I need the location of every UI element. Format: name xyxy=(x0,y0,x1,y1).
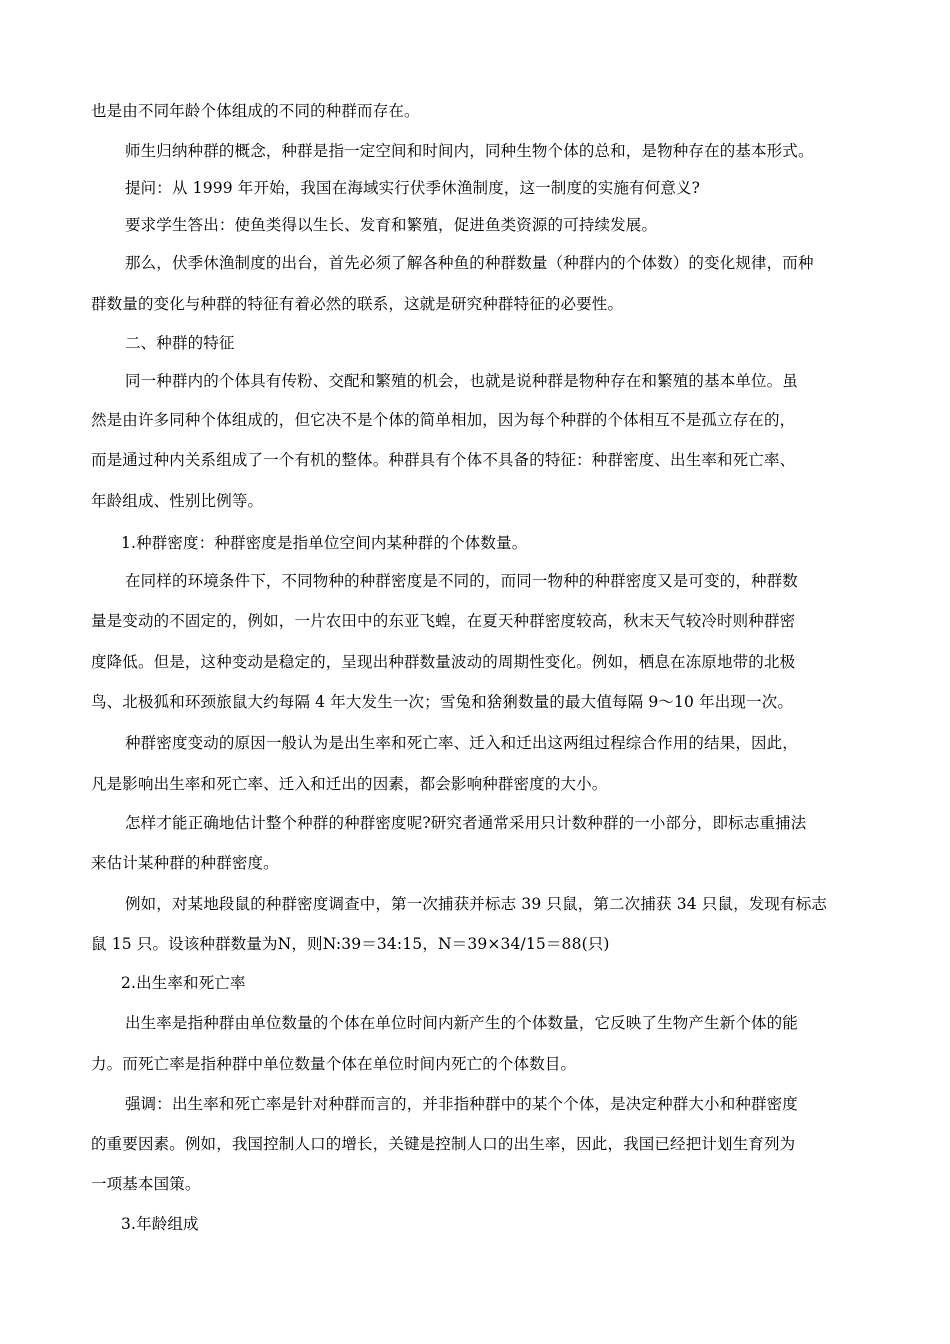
text-line: 年龄组成、性别比例等。 xyxy=(91,492,264,510)
text-line: 而是通过种内关系组成了一个有机的整体。种群具有个体不具备的特征：种群密度、出生率和死亡率、 xyxy=(91,451,796,469)
subsection-heading: 2.出生率和死亡率 xyxy=(121,974,246,992)
text-line: 然是由许多同种个体组成的，但它决不是个体的简单相加，因为每个种群的个体相互不是孤立存在的， xyxy=(91,411,796,429)
text-line: 量是变动的不固定的，例如，一片农田中的东亚飞蝗，在夏天种群密度较高，秋末天气较冷时则种群密 xyxy=(91,612,796,630)
text-line: 群数量的变化与种群的特征有着必然的联系，这就是研究种群特征的必要性。 xyxy=(91,295,624,313)
text-line: 师生归纳种群的概念，种群是指一定空间和时间内，同种生物个体的总和，是物种存在的基本形式。 xyxy=(125,142,814,160)
text-line: 在同样的环境条件下，不同物种的种群密度是不同的，而同一物种的种群密度又是可变的，种群数 xyxy=(125,572,798,590)
subsection-heading: 1.种群密度：种群密度是指单位空间内某种群的个体数量。 xyxy=(121,534,528,552)
text-line: 强调：出生率和死亡率是针对种群而言的，并非指种群中的某个个体，是决定种群大小和种群密度 xyxy=(125,1095,798,1113)
subsection-heading: 3.年龄组成 xyxy=(121,1215,199,1233)
text-line: 来估计某种群的种群密度。 xyxy=(91,854,279,872)
text-line: 出生率是指种群由单位数量的个体在单位时间内新产生的个体数量，它反映了生物产生新个体的能 xyxy=(125,1014,798,1032)
text-line: 同一种群内的个体具有传粉、交配和繁殖的机会，也就是说种群是物种存在和繁殖的基本单位。虽 xyxy=(125,372,798,390)
text-line: 种群密度变动的原因一般认为是出生率和死亡率、迁入和迁出这两组过程综合作用的结果，因此， xyxy=(125,734,798,752)
text-line: 的重要因素。例如，我国控制人口的增长，关键是控制人口的出生率，因此，我国已经把计划生育列为 xyxy=(91,1135,796,1153)
text-line: 也是由不同年龄个体组成的不同的种群而存在。 xyxy=(91,102,420,120)
formula-line: 鼠 15 只。设该种群数量为N，则N:39＝34:15，N＝39×34/15＝88(只) xyxy=(91,935,610,953)
section-heading: 二、种群的特征 xyxy=(125,334,235,352)
text-line: 怎样才能正确地估计整个种群的种群密度呢?研究者通常采用只计数种群的一小部分，即标志重捕法 xyxy=(125,814,807,832)
text-line: 要求学生答出：使鱼类得以生长、发育和繁殖，促进鱼类资源的可持续发展。 xyxy=(125,216,658,234)
text-line: 鸟、北极狐和环颈旅鼠大约每隔 4 年大发生一次；雪兔和猞猁数量的最大值每隔 9～10 年出现一次。 xyxy=(91,693,794,711)
text-line: 度降低。但是，这种变动是稳定的，呈现出种群数量波动的周期性变化。例如，栖息在冻原地带的北极 xyxy=(91,653,796,671)
text-line: 力。而死亡率是指种群中单位数量个体在单位时间内死亡的个体数目。 xyxy=(91,1055,577,1073)
text-line: 一项基本国策。 xyxy=(91,1175,201,1193)
text-line: 提问：从 1999 年开始，我国在海域实行伏季休渔制度，这一制度的实施有何意义? xyxy=(125,179,701,197)
text-line: 例如，对某地段鼠的种群密度调查中，第一次捕获并标志 39 只鼠，第二次捕获 34 只鼠，发现有标志 xyxy=(125,895,828,913)
text-line: 凡是影响出生率和死亡率、迁入和迁出的因素，都会影响种群密度的大小。 xyxy=(91,775,608,793)
text-line: 那么，伏季休渔制度的出台，首先必须了解各种鱼的种群数量（种群内的个体数）的变化规律，而种 xyxy=(125,254,814,272)
